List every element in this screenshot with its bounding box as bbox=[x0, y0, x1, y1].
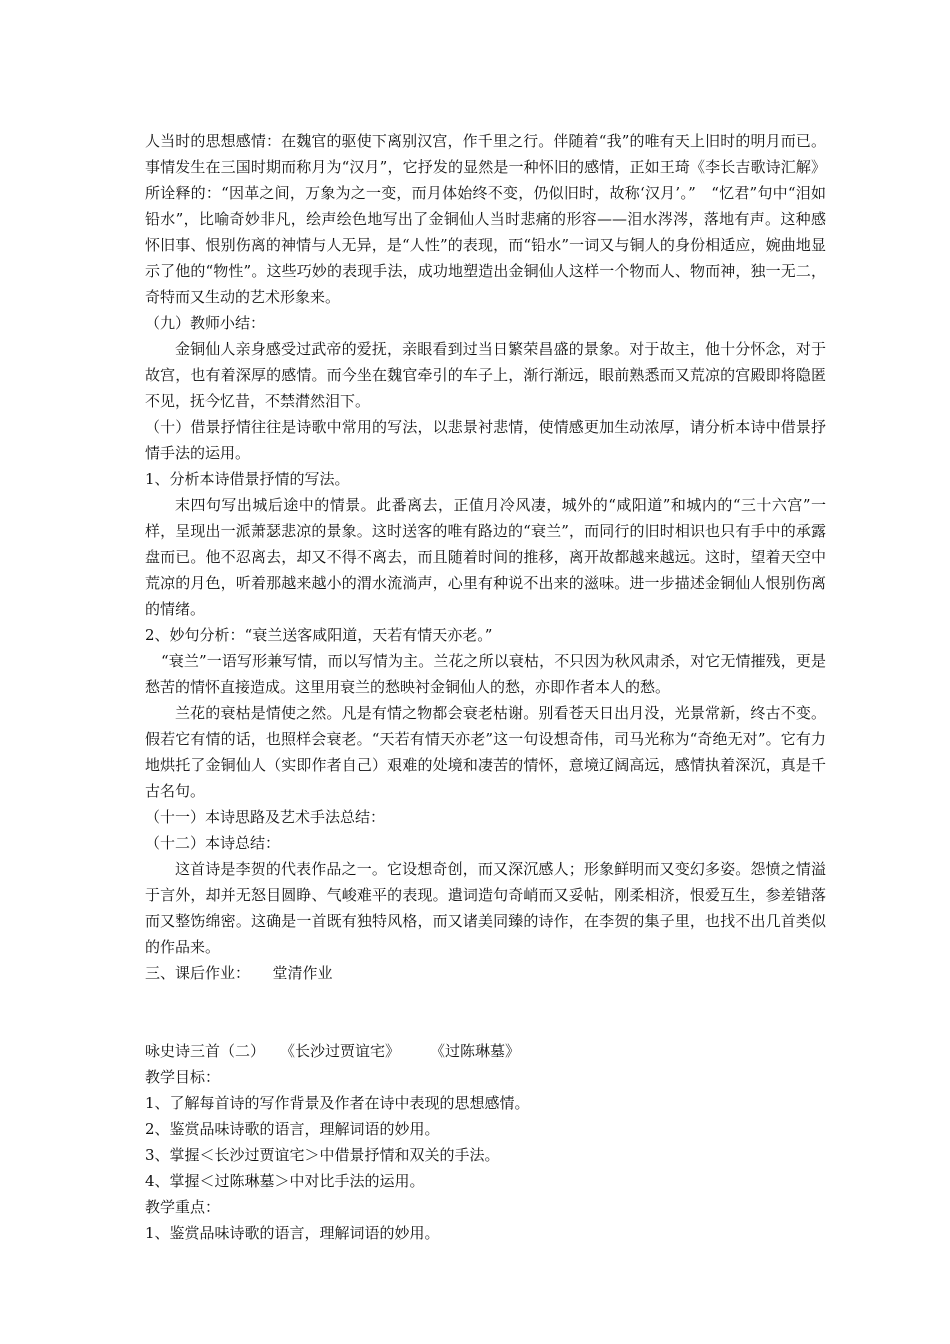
focus-item: 1、鉴赏品味诗歌的语言，理解词语的妙用。 bbox=[145, 1224, 440, 1242]
heading-section-11: （十一）本诗思路及艺术手法总结： bbox=[145, 808, 386, 826]
goal-item: 4、掌握＜过陈琳墓＞中对比手法的运用。 bbox=[145, 1172, 425, 1190]
paragraph-poem-summary: 这首诗是李贺的代表作品之一。它设想奇创，而又深沉感人；形象鲜明而又变幻多姿。怨愤之情溢于言外，却并无怒目圆睁、气峻难平的表现。遣词造句奇峭而又妥帖，刚柔相济，恨爱互生，参差错落而又整饬绵密。这确是一首既有独特风格，而又诸美同臻的诗作，在李贺的集子里，也找不出几首类似的作品来。 bbox=[145, 860, 826, 956]
heading-section-12: （十二）本诗总结： bbox=[145, 834, 281, 852]
heading-section-10: （十）借景抒情往往是诗歌中常用的写法，以悲景衬悲情，使情感更加生动浓厚，请分析本诗中借景抒情手法的运用。 bbox=[145, 418, 826, 462]
heading-section-9: （九）教师小结： bbox=[145, 314, 266, 332]
focus-label: 教学重点： bbox=[145, 1198, 221, 1216]
subheading-1: 1、分析本诗借景抒情的写法。 bbox=[145, 470, 350, 488]
section-gap bbox=[145, 986, 826, 1038]
goal-item: 2、鉴赏品味诗歌的语言，理解词语的妙用。 bbox=[145, 1120, 440, 1138]
subheading-2: 2、妙句分析：“衰兰送客咸阳道，天若有情天亦老。” bbox=[145, 626, 493, 644]
paragraph-lanhua: 兰花的衰枯是情使之然。凡是有情之物都会衰老枯谢。别看苍天日出月没，光景常新，终古不变。假若它有情的话，也照样会衰老。“天若有情天亦老”这一句设想奇伟，司马光称为“奇绝无对”。它有力地烘托了金铜仙人（实即作者自己）艰难的处境和凄苦的情怀，意境辽阔高远，感情执着深沉，真是千古名句。 bbox=[145, 704, 826, 800]
paragraph-scene-analysis: 末四句写出城后途中的情景。此番离去，正值月冷风凄，城外的“咸阳道”和城内的“三十六宫”一样，呈现出一派萧瑟悲凉的景象。这时送客的唯有路边的“衰兰”，而同行的旧时相识也只有手中的承露盘而已。他不忍离去，却又不得不离去，而且随着时间的推移，离开故都越来越远。这时，望着天空中荒凉的月色，听着那越来越小的渭水流淌声，心里有种说不出来的滋味。进一步描述金铜仙人恨别伤离的情绪。 bbox=[145, 496, 826, 618]
lesson-title: 咏史诗三首（二） 《长沙过贾谊宅》 《过陈琳墓》 bbox=[145, 1042, 521, 1060]
paragraph-analysis-tonghan: 人当时的思想感情：在魏官的驱使下离别汉宫，作千里之行。伴随着“我”的唯有天上旧时的明月而已。事情发生在三国时期而称月为“汉月”，它抒发的显然是一种怀旧的感情，正如王琦《李长吉歌诗汇解》所诠释的：“因革之间，万象为之一变，而月体始终不变，仍似旧时，故称‘汉月’。” “忆君”句中“泪如铅水”，比喻奇妙非凡，绘声绘色地写出了金铜仙人当时悲痛的形容——泪水涔涔，落地有声。这种感怀旧事、恨别伤离的神情与人无异，是“人性”的表现，而“铅水”一词又与铜人的身份相适应，婉曲地显示了他的“物性”。这些巧妙的表现手法，成功地塑造出金铜仙人这样一个物而人、物而神，独一无二，奇特而又生动的艺术形象来。 bbox=[145, 132, 826, 306]
goal-item: 1、了解每首诗的写作背景及作者在诗中表现的思想感情。 bbox=[145, 1094, 530, 1112]
goal-item: 3、掌握＜长沙过贾谊宅＞中借景抒情和双关的手法。 bbox=[145, 1146, 500, 1164]
paragraph-teacher-summary: 金铜仙人亲身感受过武帝的爱抚，亲眼看到过当日繁荣昌盛的景象。对于故主，他十分怀念，对于故宫，也有着深厚的感情。而今坐在魏官牵引的车子上，渐行渐远，眼前熟悉而又荒凉的宫殿即将隐匿不见，抚今忆昔，不禁潸然泪下。 bbox=[145, 340, 826, 410]
homework-line: 三、课后作业： 堂清作业 bbox=[145, 964, 333, 982]
goals-label: 教学目标： bbox=[145, 1068, 221, 1086]
paragraph-shuailan: “衰兰”一语写形兼写情，而以写情为主。兰花之所以衰枯，不只因为秋风肃杀，对它无情摧残，更是愁苦的情怀直接造成。这里用衰兰的愁映衬金铜仙人的愁，亦即作者本人的愁。 bbox=[145, 652, 826, 696]
